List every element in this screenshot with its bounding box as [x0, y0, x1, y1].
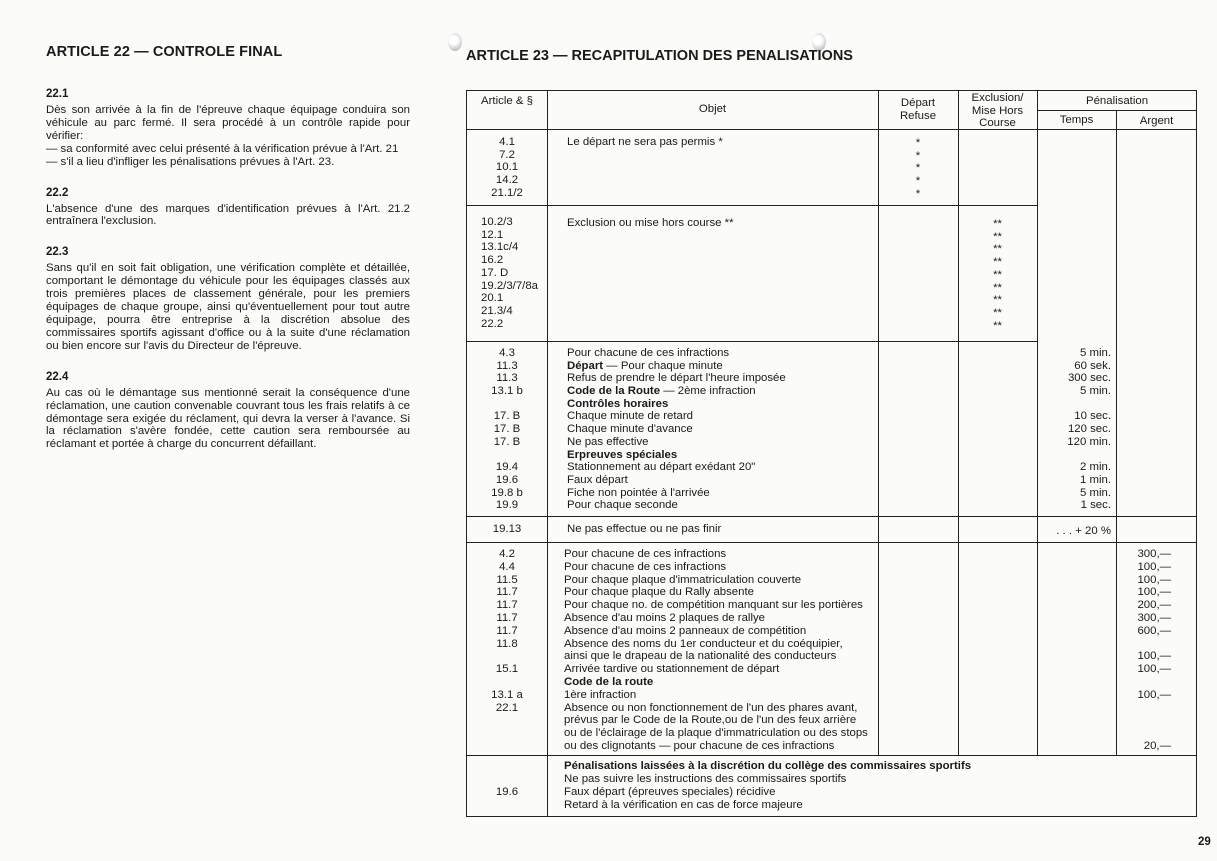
table-row: Ne pas suivre les instructions des commissaires sportifs	[564, 773, 847, 785]
table-row: Contrôles horaires	[567, 397, 669, 410]
table-row: Retard à la vérification en cas de force majeure	[564, 798, 803, 811]
header-argent: Argent	[1139, 115, 1174, 127]
table-row: 19.9 Pour chaque seconde 1 sec.	[495, 499, 1111, 512]
section-text: Au cas où le démantage sus mentionné serait la conséquence d'une réclamation, une caution convenable couvrant tous les frais relatifs à ce démontage sera exigée du réclament, qui devra la verser à l'avance. Si la réclamation s'avère fondée, cette caution sera remboursée au réclamant et portée à charge du concurrent défaillant.	[46, 386, 410, 451]
header-divider	[467, 129, 1197, 130]
section-text: Dès son arrivée à la fin de l'épreuve chaque équipage conduira son véhicule au parc fermé. Il sera procédé à un contrôle rapide pour vérifier:	[46, 104, 410, 142]
table-row: 4.4 Pour chacune de ces infractions 100,—	[499, 560, 1171, 573]
table-row: ou de l'éclairage de la plaque d'immatriculation ou des stops	[564, 727, 868, 740]
page-number: 29	[1198, 836, 1211, 848]
article-cell: 19.13	[492, 523, 522, 535]
table-row: 19.4 Stationnement au départ exédant 20" 2 min.	[495, 461, 1111, 474]
header-penalisation: Pénalisation	[1085, 95, 1149, 107]
table-row: ainsi que le drapeau de la nationalité des conducteurs 100,—	[564, 650, 1171, 663]
header-article: Article & §	[481, 95, 533, 107]
punch-hole	[448, 33, 462, 51]
article-cell: 10.2/3 12.1 13.1c/4 16.2 17. D 19.2/3/7/8a 20.1 21.3/4 22.2	[481, 216, 539, 330]
objet-cell: Ne pas effectue ou ne pas finir	[567, 523, 722, 535]
section-22-1	[46, 88, 410, 169]
section-text: Sans qu'il en soit fait obligation, une vérification complète et détaillée, comportant le démontage du véhicule pour les équipages classés aux trois premières places de classement générale, pour les premiers équipages de chaque groupe, ainsi qu'éventuellement pour tout autre équipage, pourra être entreprise à la discrétion absolue des commissaires sportifs agissant d'office ou à la suite d'une réclamation ou bien encore sur l'avis du Directeur de l'épreuve.	[46, 262, 410, 352]
row-divider	[467, 542, 1197, 543]
header-objet: Objet	[698, 103, 727, 115]
table-row: 11.7 Absence d'au moins 2 plaques de rallye 300,—	[496, 611, 1171, 624]
table-row: 13.1 b Code de la Route — 2ème infraction 5 min.	[491, 385, 1111, 398]
table-row: 11.3 Refus de prendre le départ l'heure imposée 300 sec.	[496, 372, 1111, 385]
money-penalties	[467, 548, 1197, 753]
table-row: prévus par le Code de la Route,ou de l'un des feux arrière	[564, 714, 857, 727]
row-divider	[467, 341, 1037, 342]
bullet-item: — s'il a lieu d'infliger les pénalisations prévues à l'Art. 23.	[46, 155, 335, 168]
table-row: 13.1 a 1ère infraction 100,—	[491, 688, 1171, 701]
depart-marks: * * * * *	[915, 137, 921, 200]
discretion-title: Pénalisations laissées à la discrétion du collège des commissaires sportifs	[564, 760, 972, 772]
table-row: Erpreuves spéciales	[567, 448, 678, 461]
table-row: 19.6 Faux départ 1 min.	[495, 473, 1111, 486]
header-temps: Temps	[1059, 114, 1094, 126]
table-row: 11.7 Absence d'au moins 2 panneaux de compétition 600,—	[496, 624, 1171, 637]
table-row: 11.3 Départ — Pour chaque minute 60 sek.	[496, 359, 1111, 372]
section-number: 22.3	[46, 246, 69, 259]
table-row: 17. B Ne pas effective 120 min.	[493, 435, 1111, 448]
table-row: Code de la route	[564, 675, 654, 688]
penalties-table	[466, 90, 1197, 817]
table-row: 19.8 b Fiche non pointée à l'arrivée 5 min.	[491, 486, 1111, 499]
row-divider	[467, 755, 1197, 756]
section-number: 22.4	[46, 370, 69, 383]
article-23-title: ARTICLE 23 — RECAPITULATION DES PENALISATIONS	[466, 48, 853, 64]
objet-cell: Exclusion ou mise hors course **	[567, 217, 734, 229]
table-row: 4.2 Pour chacune de ces infractions 300,—	[499, 548, 1171, 560]
table-row: 11.7 Pour chaque no. de compétition manquant sur les portières 200,—	[496, 599, 1171, 612]
temps-cell: . . . + 20 %	[1056, 525, 1111, 537]
discretion-penalties	[467, 773, 1197, 811]
header-exclusion: Exclusion/ Mise Hors Course	[971, 92, 1024, 130]
article-22	[46, 44, 410, 469]
table-row: 22.1 Absence ou non fonctionnement de l'un des phares avant,	[495, 701, 858, 714]
table-row: 17. B Chaque minute de retard 10 sec.	[493, 410, 1111, 423]
section-number: 22.2	[46, 186, 69, 199]
section-22-4	[46, 371, 410, 452]
table-row: 11.7 Pour chaque plaque du Rally absente 100,—	[496, 586, 1171, 599]
objet-cell: Le départ ne sera pas permis *	[567, 136, 723, 148]
header-depart: Départ Refuse	[899, 97, 937, 122]
section-number: 22.1	[46, 88, 69, 100]
table-row: 17. B Chaque minute d'avance 120 sec.	[493, 423, 1111, 436]
table-row: 11.5 Pour chaque plaque d'immatriculation couverte 100,—	[496, 573, 1171, 586]
bullet-item: — sa conformité avec celui présenté à la vérification prévue à l'Art. 21	[46, 142, 399, 155]
table-row: 11.8 Absence des noms du 1er conducteur et du coéquipier,	[496, 637, 843, 650]
exclusion-marks: ** ** ** ** ** ** ** ** **	[993, 218, 1002, 332]
article-cell: 4.1 7.2 10.1 14.2 21.1/2	[491, 136, 523, 199]
row-divider	[1037, 110, 1197, 111]
table-row: 15.1 Arrivée tardive ou stationnement de départ 100,—	[495, 663, 1171, 676]
table-row: ou des clignotants — pour chacune de ces infractions 20,—	[564, 739, 1171, 752]
row-divider	[467, 516, 1197, 517]
time-penalties	[467, 347, 1197, 512]
section-text: L'absence d'une des marques d'identification prévues à l'Art. 21.2 entraînera l'exclusion.	[46, 202, 410, 228]
table-row: 19.6 Faux départ (épreuves speciales) récidive	[495, 785, 776, 798]
row-divider	[467, 205, 1037, 206]
section-22-2	[46, 187, 410, 229]
table-row: 4.3 Pour chacune de ces infractions 5 min.	[499, 347, 1111, 359]
section-22-3	[46, 246, 410, 352]
article-22-title: ARTICLE 22 — CONTROLE FINAL	[46, 44, 283, 60]
